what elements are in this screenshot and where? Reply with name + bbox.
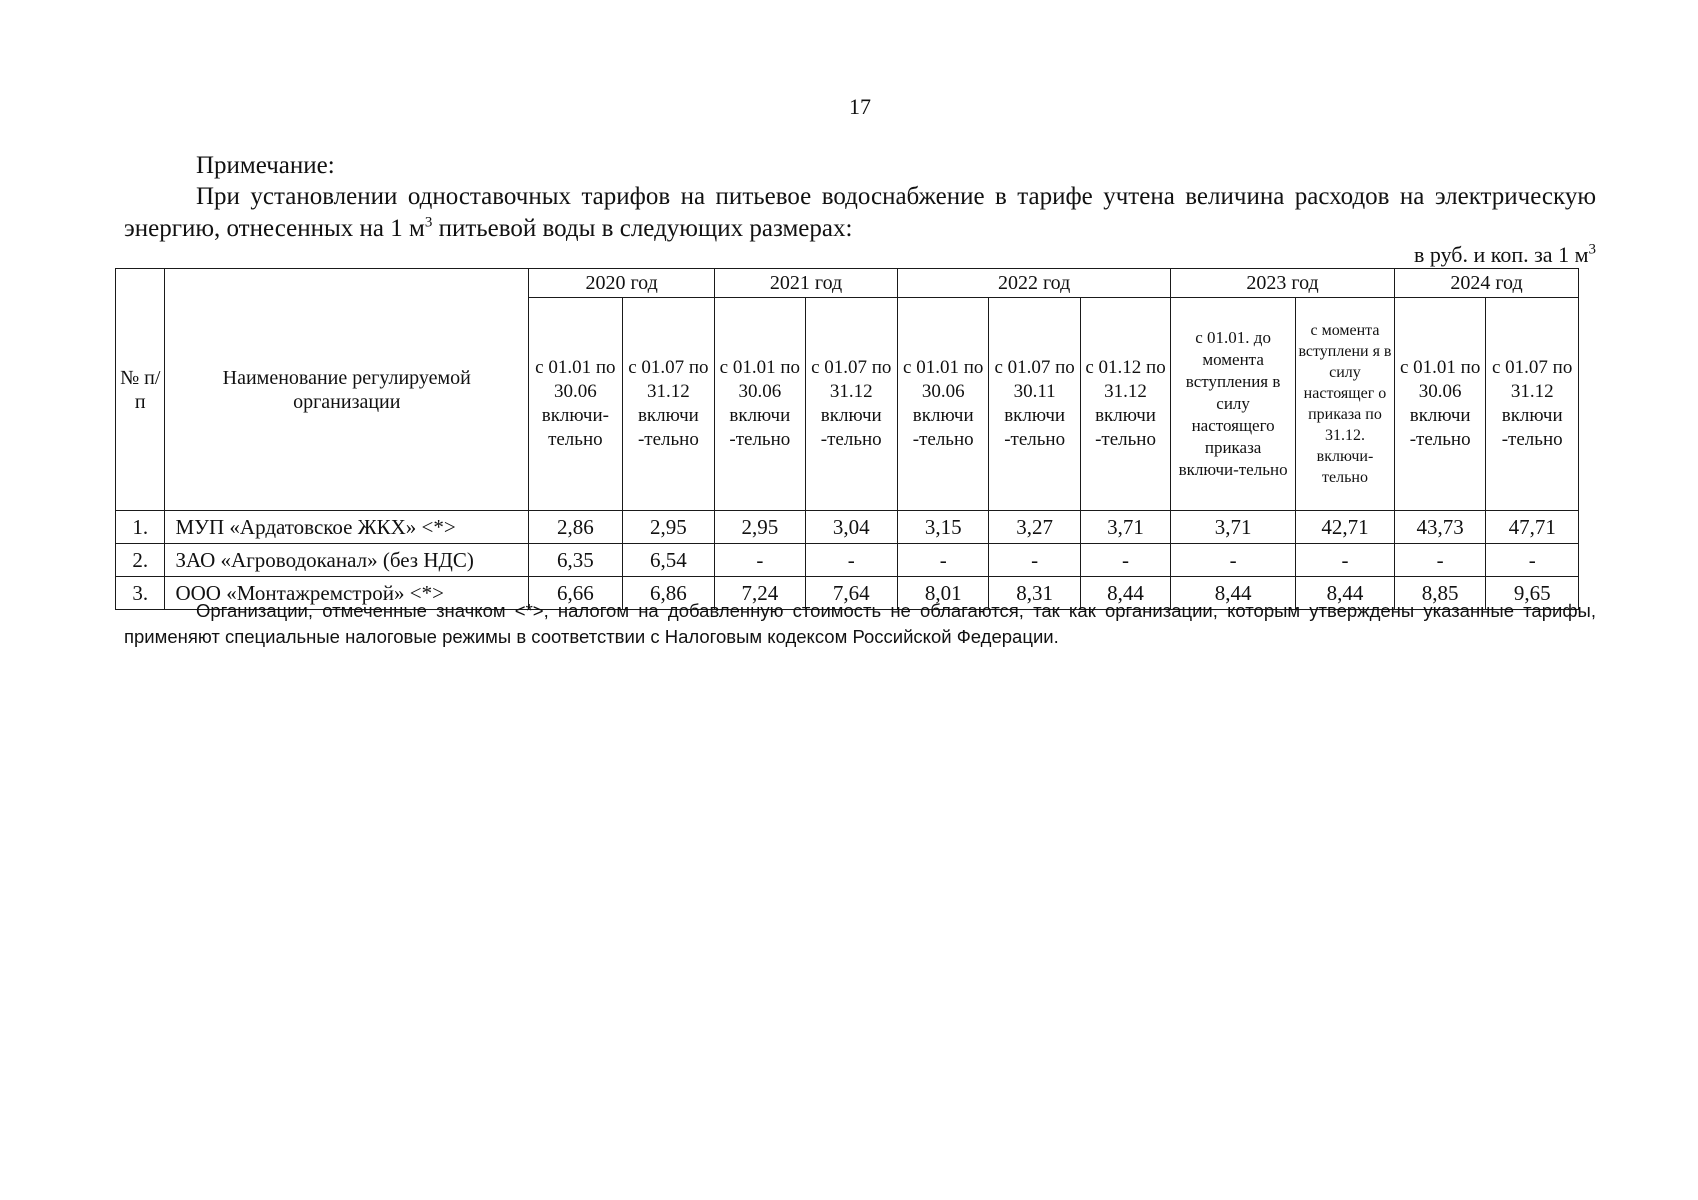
header-period: с 01.01 по 30.06 включи -тельно [898,298,989,511]
page-number: 17 [849,94,871,119]
tariff-table [115,268,1579,610]
header-period: с 01.01. до момента вступления в силу настоящего приказа включи-тельно [1171,298,1296,511]
tariff-value: 8,44 [1296,577,1395,610]
header-period: с 01.07 по 31.12 включи -тельно [622,298,715,511]
table-row [116,544,1579,577]
header-year-2024: 2024 год [1394,269,1578,298]
tariff-value: - [898,544,989,577]
header-period: с 01.01 по 30.06 включи-тельно [529,298,623,511]
tariff-value: 2,95 [622,511,715,544]
organization-name: МУП «Ардатовское ЖКХ» <*> [165,511,529,544]
row-number: 1. [116,511,165,544]
tariff-value: 3,71 [1080,511,1170,544]
tariff-value: 8,31 [989,577,1080,610]
header-year-2023: 2023 год [1171,269,1395,298]
unit-label [1414,242,1596,268]
tariff-value: - [1486,544,1579,577]
table-row [116,511,1579,544]
tariff-value: 9,65 [1486,577,1579,610]
tariff-value: 3,15 [898,511,989,544]
header-organization: Наименование регулируемой организации [165,269,529,511]
row-number: 3. [116,577,165,610]
tariff-value: 7,24 [715,577,805,610]
header-period: с 01.07 по 31.12 включи -тельно [805,298,898,511]
tariff-value: 3,71 [1171,511,1296,544]
tariff-value: 6,54 [622,544,715,577]
tariff-value: - [989,544,1080,577]
tariff-value: 8,44 [1171,577,1296,610]
tariff-value: 8,44 [1080,577,1170,610]
tariff-value: 7,64 [805,577,898,610]
tariff-value: 47,71 [1486,511,1579,544]
header-period: с 01.07 по 31.12 включи -тельно [1486,298,1579,511]
note-paragraph [124,181,1596,245]
tariff-value: 2,95 [715,511,805,544]
row-number: 2. [116,544,165,577]
note-text-before-unit: При установлении одноставочных тарифов на питьевое водоснабжение в тарифе учтена величина расходов на электрическую энергию, отнесенных на 1 м [124,183,1596,242]
organization-name: ООО «Монтажремстрой» <*> [165,577,529,610]
header-year-2020: 2020 год [529,269,715,298]
year-header-row [116,269,1579,298]
tariff-value: 6,66 [529,577,623,610]
unit-label-superscript: 3 [1588,241,1596,258]
note-heading: Примечание: [196,152,335,179]
tariff-value: 6,35 [529,544,623,577]
tariff-value: 42,71 [1296,511,1395,544]
header-period: с 01.01 по 30.06 включи -тельно [715,298,805,511]
header-period: с 01.07 по 30.11 включи -тельно [989,298,1080,511]
header-period: с момента вступлени я в силу настоящег о приказа по 31.12. включи-тельно [1296,298,1395,511]
tariff-value: - [1394,544,1485,577]
header-period: с 01.12 по 31.12 включи -тельно [1080,298,1170,511]
header-year-2022: 2022 год [898,269,1171,298]
tariff-value: - [1171,544,1296,577]
tariff-value: 6,86 [622,577,715,610]
note-unit-superscript: 3 [424,214,433,231]
tariff-value: 3,04 [805,511,898,544]
tariff-value: 2,86 [529,511,623,544]
tariff-value: - [805,544,898,577]
note-text-after-unit: питьевой воды в следующих размерах: [432,215,853,242]
organization-name: ЗАО «Агроводоканал» (без НДС) [165,544,529,577]
unit-label-text: в руб. и коп. за 1 м [1414,242,1589,267]
tariff-value: - [715,544,805,577]
header-period: с 01.01 по 30.06 включи -тельно [1394,298,1485,511]
tariff-value: - [1296,544,1395,577]
footnote: Организации, отмеченные значком <*>, налогом на добавленную стоимость не облагаются, так как организации, которым утверждены указанные тарифы, применяют специальные налоговые режимы в соответствии с Налоговым кодексом Российской Федерации. [124,600,1596,647]
tariff-value: 43,73 [1394,511,1485,544]
tariff-value: 8,01 [898,577,989,610]
tariff-value: 3,27 [989,511,1080,544]
header-number: № п/ п [116,269,165,511]
header-year-2021: 2021 год [715,269,898,298]
tariff-value: 8,85 [1394,577,1485,610]
tariff-value: - [1080,544,1170,577]
